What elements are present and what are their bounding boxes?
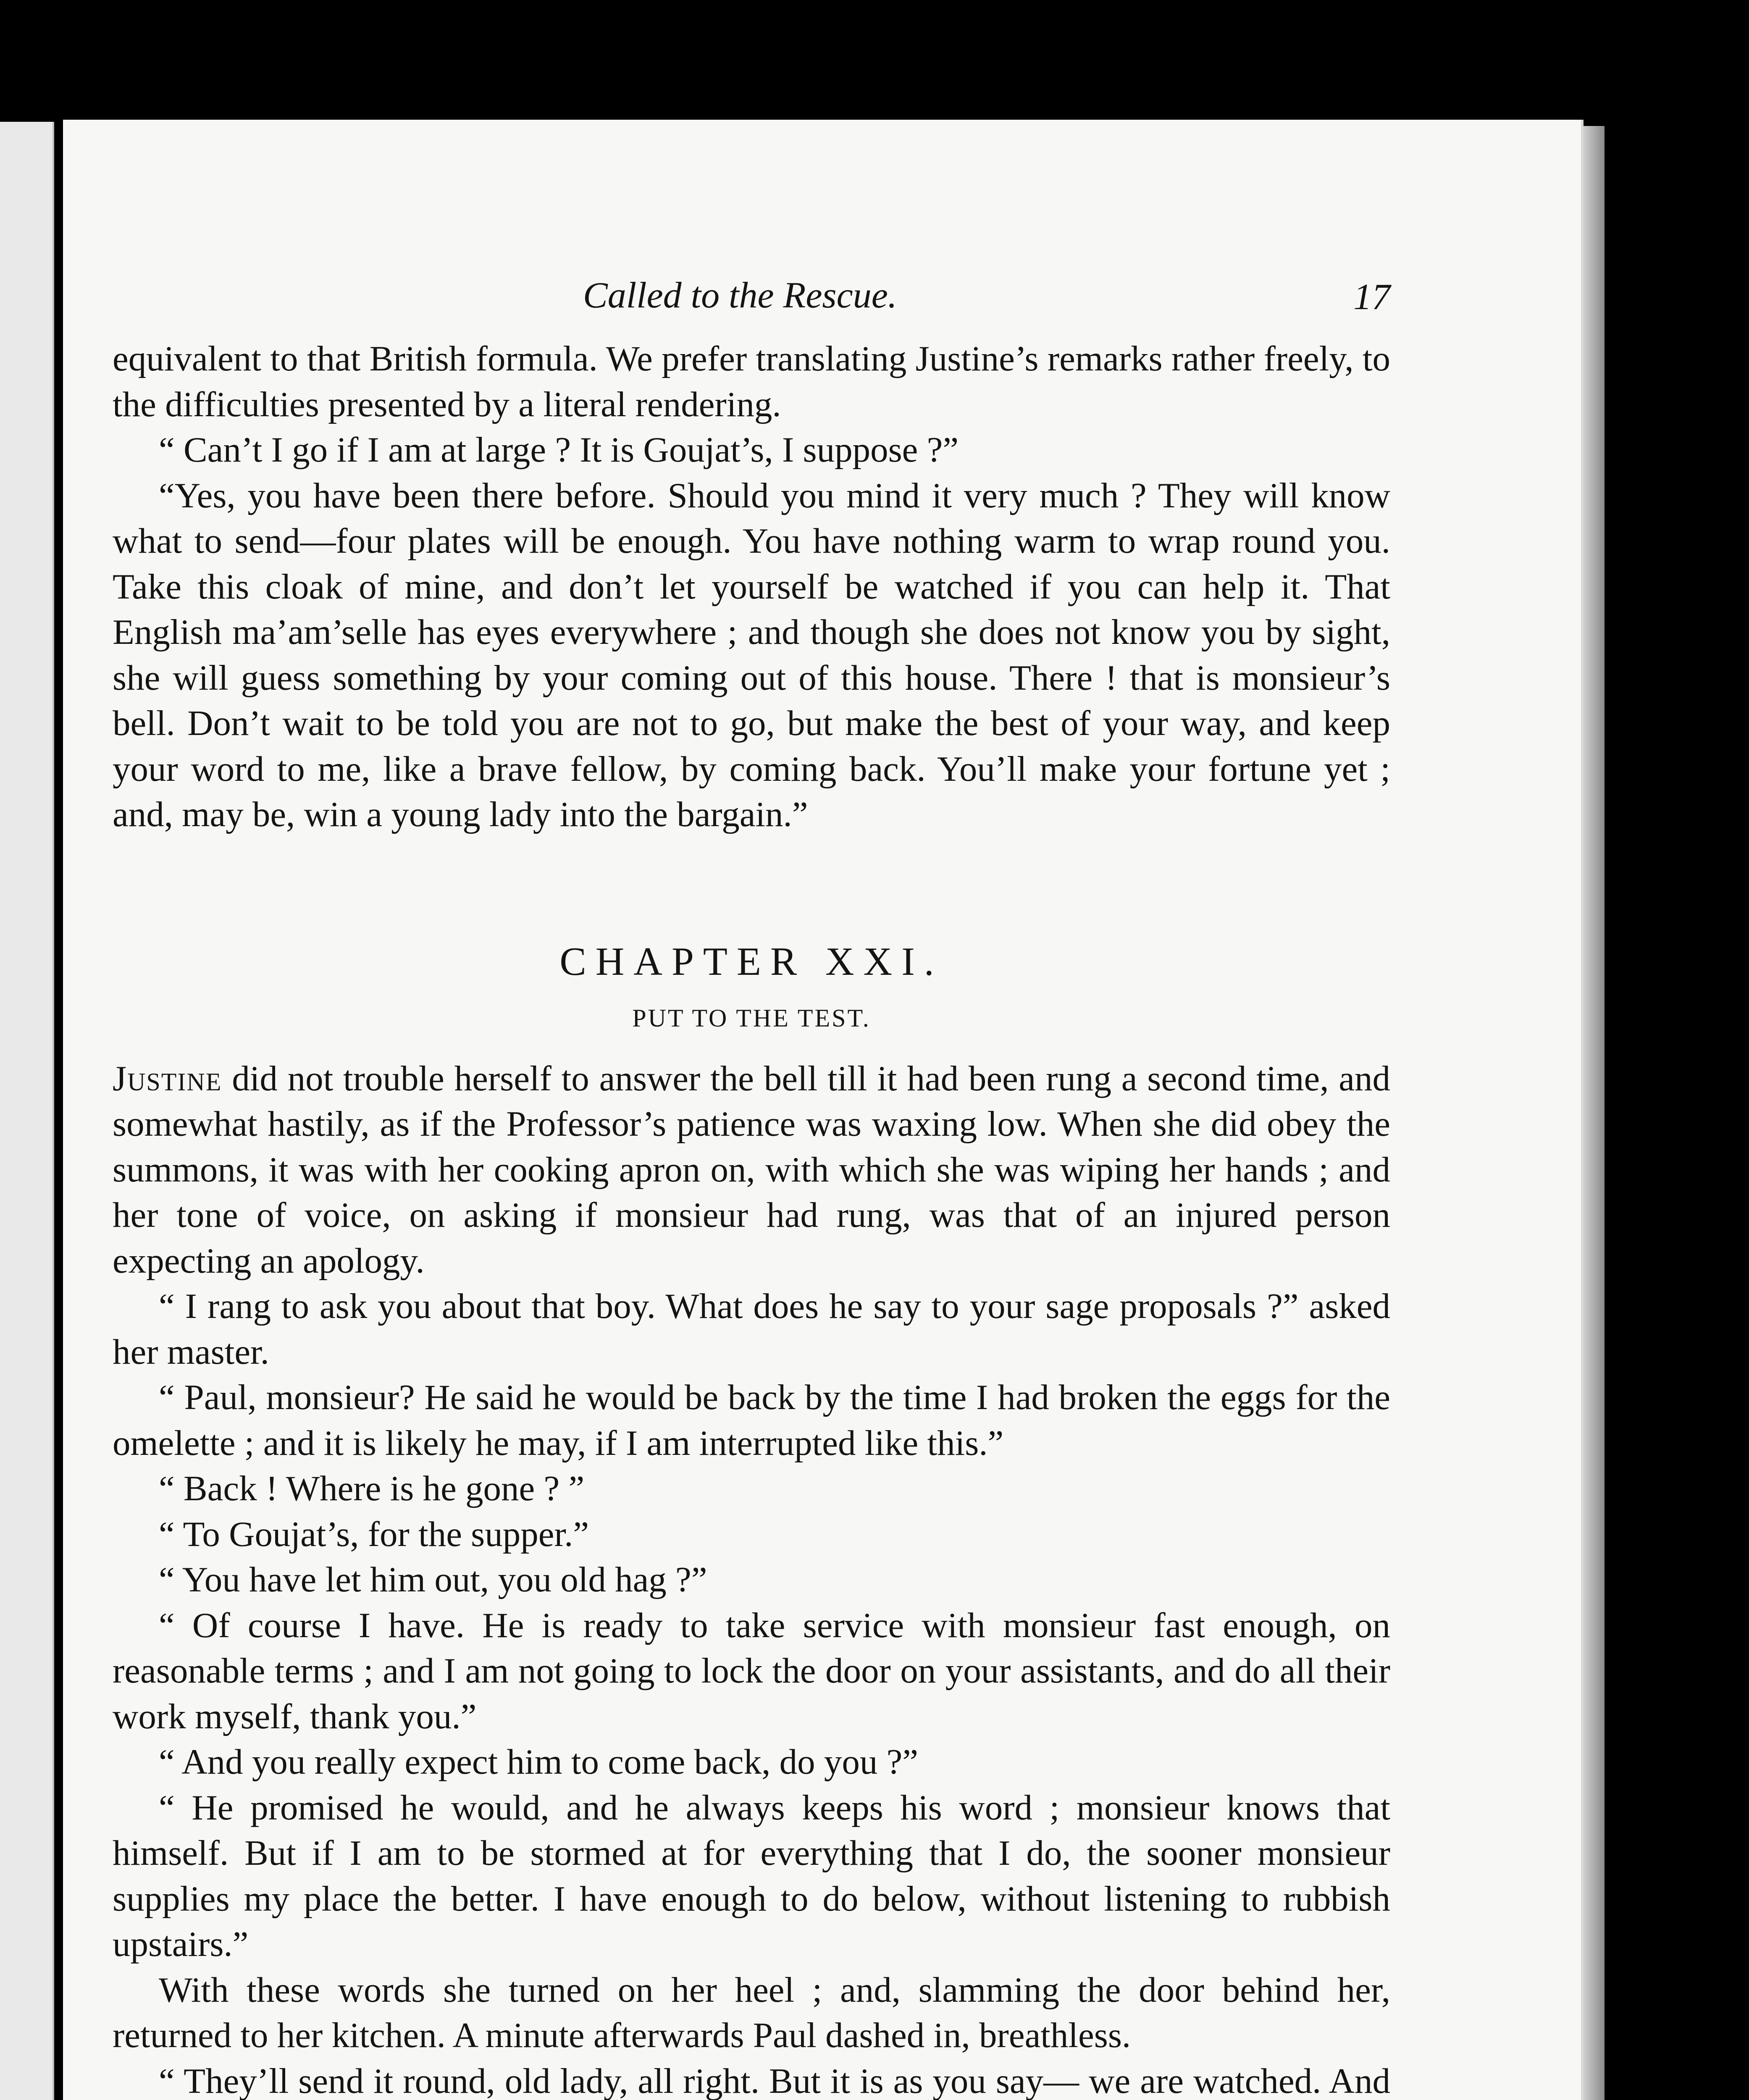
paragraph: “ Of course I have. He is ready to take service with monsieur fast enough, on reasonable terms ; and I am not going to lock the door on your assistants, and do all their work myself, thank you.” — [113, 1605, 1390, 1736]
page-number: 17 — [1353, 277, 1390, 318]
running-head — [113, 269, 1390, 336]
chapter-subtitle: PUT TO THE TEST. — [632, 1004, 871, 1032]
paragraph: “ You have let him out, you old hag ?” — [159, 1560, 707, 1599]
opening-word: Justine — [113, 1058, 222, 1098]
paragraph: “ And you really expect him to come back, do you ?” — [159, 1742, 919, 1782]
chapter-spacer — [113, 837, 1390, 930]
paragraph: “Yes, you have been there before. Should you mind it very much ? They will know what to send—four plates will be enough. You have nothing warm to wrap round you. Take this cloak of mine, and don’t let yourself be watched if you can help it. That English ma’am’selle has eyes everywhere ; and though she does not know you by sight, she will guess something by your coming out of this house. There ! that is monsieur’s bell. Don’t wait to be told you are not to go, but make the best of your way, and keep your word to me, like a brave fellow, by coming back. You’ll make your fortune yet ; and, may be, win a young lady into the bargain.” — [113, 475, 1390, 834]
running-title: Called to the Rescue. — [583, 275, 897, 316]
page-text — [113, 269, 1390, 2100]
opening-text: did not trouble herself to answer the bell till it had been rung a second time, and somewhat hastily, as if the Professor’s patience was waxing low. When she did obey the summons, it was with her cooking apron on, with which she was wiping her hands ; and her tone of voice, on asking if monsieur had rung, was that of an injured person expecting an apology. — [113, 1058, 1390, 1281]
paragraph: equivalent to that British formula. We prefer translating Justine’s remarks rather freely, to the difficulties presented by a literal rendering. — [113, 339, 1390, 424]
paragraph: With these words she turned on her heel ; and, slamming the door behind her, returned to her kitchen. A minute afterwards Paul dashed in, breathless. — [113, 1970, 1390, 2055]
paragraph: “ They’ll send it round, old lady, all right. But it is as you say— we are watched. And — [159, 2061, 1390, 2100]
chapter-heading: CHAPTER XXI. — [559, 939, 943, 984]
paragraph: “ I rang to ask you about that boy. What does he say to your sage proposals ?” asked her master. — [113, 1286, 1390, 1372]
paragraph: “ Paul, monsieur? He said he would be back by the time I had broken the eggs for the omelette ; and it is likely he may, if I am interrupted like this.” — [113, 1378, 1390, 1463]
paragraph — [113, 1056, 1390, 1284]
previous-page-edge — [0, 122, 54, 2100]
paragraph: “ He promised he would, and he always keeps his word ; monsieur knows that himself. But if I am to be stormed at for everything that I do, the sooner monsieur supplies my place the better. I have enough to do below, without listening to rubbish upstairs.” — [113, 1788, 1390, 1964]
paragraph: “ Back ! Where is he gone ? ” — [159, 1469, 585, 1508]
page-edge-shadow — [1584, 126, 1605, 2100]
paragraph: “ Can’t I go if I am at large ? It is Goujat’s, I suppose ?” — [159, 430, 959, 470]
paragraph: “ To Goujat’s, for the supper.” — [159, 1514, 589, 1554]
